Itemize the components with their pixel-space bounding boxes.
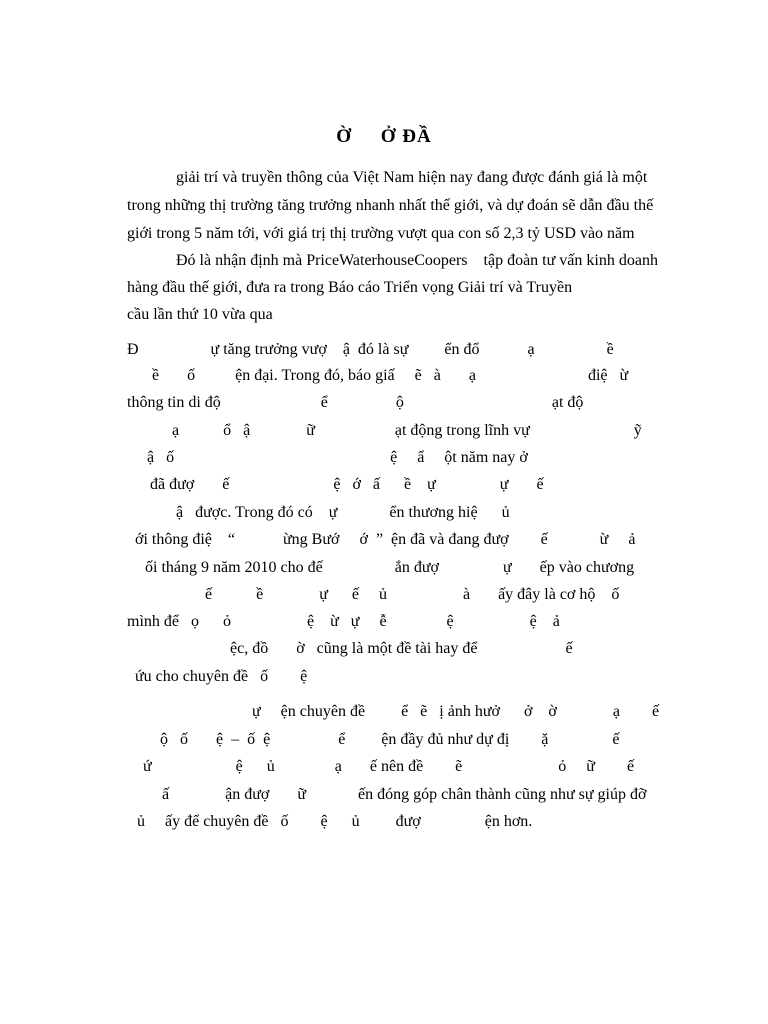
text-line: ủ ấy để chuyên đề ố ệ ủ đượ ện hơn.: [137, 813, 533, 830]
text-line: thông tin di độ ể ộ ạt độ: [127, 394, 584, 411]
text-line: ự ện chuyên đề ể ẽ ị ảnh hưở ở ờ ạ ế: [252, 703, 660, 720]
text-line: Đ ự tăng trưởng vượ ậ đó là sự ển đổ ạ ề: [127, 341, 614, 358]
text-line: Đó là nhận định mà PriceWaterhouseCoopers tập đoàn tư vấn kinh doanh: [176, 252, 658, 269]
page-title: Ờ Ở ĐẦ: [336, 126, 432, 147]
text-line: cầu lần thứ 10 vừa qua: [127, 306, 273, 323]
text-line: ối tháng 9 năm 2010 cho đế ắn đượ ự ếp vào chương: [145, 559, 635, 576]
text-line: ề ố ện đại. Trong đó, báo giấ ẽ à ạ điệ ừ: [152, 367, 629, 384]
text-line: giải trí và truyền thông của Việt Nam hiện nay đang được đánh giá là một: [176, 169, 648, 186]
text-line: ộ ố ệ – ố ệ ể ện đầy đủ như dự đị ặ ế: [160, 731, 620, 748]
text-line: trong những thị trường tăng trưởng nhanh nhất thế giới, và dự đoán sẽ dẫn đầu thế: [127, 197, 654, 214]
text-line: ậ ố ệ ẩ ột năm nay ở: [147, 449, 528, 466]
text-line: ứu cho chuyên đề ố ệ: [135, 668, 308, 685]
text-line: giới trong 5 năm tới, với giá trị thị trường vượt qua con số 2,3 tỷ USD vào năm: [127, 225, 635, 242]
text-line: ấ ận đượ ữ ến đóng góp chân thành cũng như sự giúp đỡ: [162, 786, 647, 803]
text-line: mình để ọ ỏ ệ ừ ự ễ ệ ệ ả: [127, 613, 560, 630]
text-line: ậ được. Trong đó có ự ển thương hiệ ủ: [176, 504, 510, 521]
text-line: hàng đầu thế giới, đưa ra trong Báo cáo Triển vọng Giải trí và Truyền: [127, 279, 573, 296]
text-line: ệc, đồ ờ cũng là một đề tài hay để ế: [230, 640, 573, 657]
text-line: đã đượ ế ệ ớ ấ ề ự ự ế: [150, 476, 544, 493]
text-line: ứ ệ ủ ạ ế nên đề ẽ ỏ ữ ế: [143, 758, 635, 775]
text-line: ới thông điệ “ ừng Bướ ớ ” ện đã và đang đượ ế ừ ả: [135, 531, 636, 548]
text-line: ế ề ự ế ủ à ấy đây là cơ hộ ố: [205, 586, 620, 603]
text-line: ạ ổ ậ ữ ạt động trong lĩnh vự ỹ: [172, 422, 642, 439]
